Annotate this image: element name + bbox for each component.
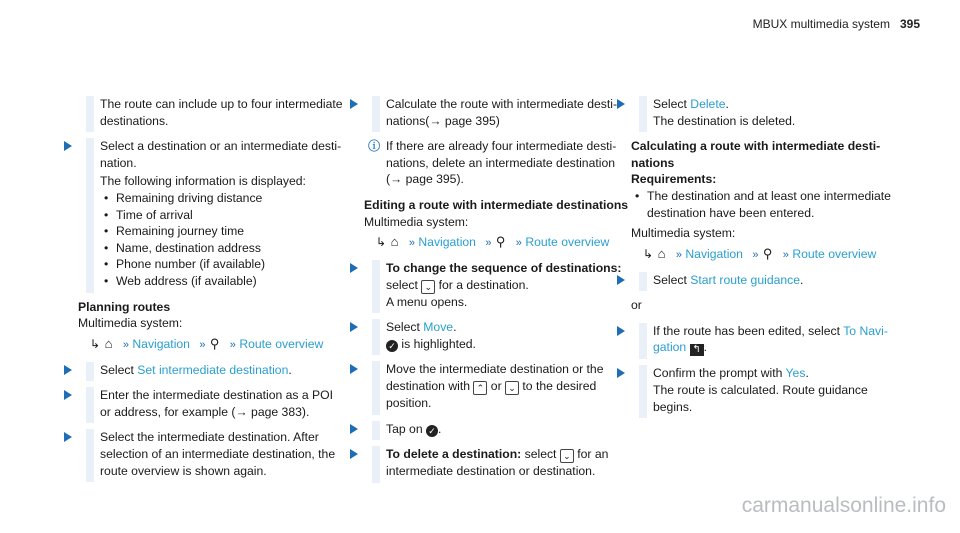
step-arrow-icon — [617, 368, 625, 378]
yes-link[interactable]: Yes — [785, 366, 806, 381]
step-text: select — [524, 447, 557, 462]
path-navigation-link[interactable]: Navigation — [132, 336, 190, 351]
step-text: Tap on — [386, 421, 423, 436]
step-text: Move the intermediate destination or the destination with — [386, 362, 604, 394]
chevron-icon: » — [485, 237, 489, 250]
step-arrow-icon — [617, 99, 625, 109]
delete-link[interactable]: Delete — [690, 97, 726, 111]
route-icon: ⚲ — [209, 335, 220, 351]
info-icon: ⓘ — [368, 139, 381, 154]
step-text: Select the intermediate destination. After selection of an intermediate destination, the route overview is shown again. — [100, 430, 336, 478]
route-icon: ⚲ — [762, 245, 773, 261]
list-item: • Remaining journey time — [100, 223, 346, 240]
multimedia-label: Multimedia system: — [364, 214, 469, 229]
intro-block — [78, 96, 346, 129]
column-1 — [78, 96, 346, 488]
step-text: is highlighted. — [401, 336, 476, 351]
step-arrow-icon — [350, 364, 358, 374]
step-text: select — [386, 277, 418, 292]
list-item: • The destination and at least one intermediate destination have been entered. — [631, 188, 899, 221]
menu-path — [631, 245, 899, 263]
step-enter-intermediate — [78, 387, 346, 420]
requirements-list — [631, 188, 899, 221]
column-2 — [364, 96, 632, 489]
step-confirm-yes: Confirm the prompt with Yes. The route is calculated. Route guidance begins. — [631, 365, 899, 415]
multimedia-label: Multimedia system: — [631, 226, 736, 241]
move-link[interactable]: Move — [423, 320, 454, 335]
list-item: • Remaining driving distance — [100, 190, 346, 207]
calculating-route-section — [631, 138, 899, 263]
step-title: To delete a destination: — [386, 447, 522, 462]
chevron-icon: » — [229, 338, 233, 351]
multimedia-label: Multimedia system: — [78, 316, 183, 331]
chevron-icon: » — [408, 237, 412, 250]
step-arrow-icon — [350, 263, 358, 273]
path-navigation-link[interactable]: Navigation — [418, 235, 476, 250]
step-arrow-icon — [617, 275, 625, 285]
back-icon[interactable]: ↰ — [690, 344, 704, 356]
chevron-up-icon[interactable]: ⌃ — [473, 381, 487, 395]
page-number: 395 — [899, 17, 920, 31]
page-header — [753, 16, 920, 32]
step-text: Select a destination or an intermediate destination. — [100, 139, 342, 170]
step-arrow-icon — [64, 390, 72, 400]
step-text: Confirm the prompt with — [653, 366, 783, 381]
editing-route-section — [364, 197, 632, 251]
list-item: • Phone number (if available) — [100, 256, 346, 273]
chevron-down-icon[interactable]: ⌄ — [505, 381, 519, 395]
start-route-guidance-link[interactable]: Start route guidance — [690, 272, 801, 287]
chevron-icon: » — [122, 338, 126, 351]
chevron-icon: » — [675, 248, 679, 261]
info-note — [364, 138, 632, 188]
check-icon: ✓ — [386, 340, 398, 352]
home-icon: ⌂ — [104, 335, 113, 351]
step-text: The destination is deleted. — [653, 113, 796, 128]
step-arrow-icon — [64, 432, 72, 442]
step-select-move: Select Move. ✓ is highlighted. — [364, 319, 632, 352]
step-tap-confirm: Tap on ✓ . — [364, 421, 632, 438]
note-text: If there are already four intermediate destinations, delete an intermediate destination (→ page 395). — [386, 139, 617, 187]
step-arrow-icon — [350, 449, 358, 459]
chevron-icon: » — [782, 248, 786, 261]
menu-icon[interactable]: ⌄ — [560, 449, 574, 463]
chevron-icon: » — [752, 248, 756, 261]
home-icon: ⌂ — [390, 234, 399, 250]
planning-routes-section — [78, 299, 346, 353]
step-text: or — [490, 379, 502, 394]
step-text: for a destination. — [438, 277, 529, 292]
step-text: If the route has been edited, select — [653, 323, 841, 338]
step-change-sequence — [364, 260, 632, 310]
step-title: To change the sequence of destinations: — [386, 261, 622, 276]
section-heading: Calculating a route with intermediate destinations — [631, 139, 881, 170]
set-intermediate-destination-link[interactable]: Set intermediate destination — [137, 362, 289, 377]
to-navigation-link[interactable]: To Navigation — [653, 323, 888, 355]
header-title: MBUX multimedia system — [752, 17, 890, 31]
enter-arrow-icon: ↳ — [90, 336, 101, 351]
chevron-icon: » — [515, 237, 519, 250]
menu-path — [78, 335, 346, 353]
section-heading: Editing a route with intermediate destinations — [364, 197, 629, 212]
step-arrow-icon — [350, 424, 358, 434]
step-text: A menu opens. — [386, 294, 468, 309]
intro-text: The route can include up to four intermediate destinations. — [100, 97, 343, 128]
step-text: for an intermediate destination or destination. — [386, 447, 609, 479]
step-text: Calculate the route with intermediate destinations(→ page 395) — [386, 97, 618, 128]
step-arrow-icon — [350, 322, 358, 332]
watermark: carmanualsonline.info — [741, 494, 946, 518]
list-item: • Name, destination address — [100, 240, 346, 257]
step-text: Select — [386, 320, 420, 335]
info-list — [100, 190, 346, 290]
step-delete-destination — [364, 446, 632, 480]
step-text: Enter the intermediate destination as a POI or address, for example (→ page 383). — [100, 388, 334, 419]
step-arrow-icon — [617, 326, 625, 336]
step-set-intermediate: Select Set intermediate destination. — [78, 362, 346, 379]
enter-arrow-icon: ↳ — [643, 246, 654, 261]
step-move-destination — [364, 361, 632, 411]
menu-path — [364, 233, 632, 251]
enter-arrow-icon: ↳ — [376, 235, 387, 250]
list-item: • Time of arrival — [100, 207, 346, 224]
route-icon: ⚲ — [495, 234, 506, 250]
step-text: Select — [653, 97, 687, 111]
menu-icon[interactable]: ⌄ — [421, 280, 435, 294]
step-text: The route is calculated. Route guidance begins. — [653, 383, 868, 414]
list-item: • Web address (if available) — [100, 273, 346, 290]
step-select-intermediate — [78, 429, 346, 479]
step-select-delete: Select Delete. The destination is deleted. — [631, 96, 899, 129]
path-navigation-link[interactable]: Navigation — [685, 246, 743, 261]
step-text: Select — [100, 362, 134, 377]
path-route-overview-link[interactable]: Route overview — [525, 235, 610, 250]
requirements-label: Requirements: — [631, 172, 717, 187]
chevron-icon: » — [199, 338, 203, 351]
step-arrow-icon — [350, 99, 358, 109]
step-text: Select — [653, 272, 687, 287]
step-calculate — [364, 96, 632, 129]
or-label: or — [631, 298, 642, 313]
step-select-destination — [78, 138, 346, 289]
step-arrow-icon — [64, 365, 72, 375]
step-to-navigation: If the route has been edited, select To Navigation ↰ . — [631, 323, 899, 357]
column-3 — [631, 96, 899, 424]
path-route-overview-link[interactable]: Route overview — [792, 246, 877, 261]
step-subtext: The following information is displayed: — [100, 174, 306, 189]
section-heading: Planning routes — [78, 299, 171, 314]
step-start-guidance: Select Start route guidance. — [631, 272, 899, 289]
step-text: to the desired position. — [386, 379, 597, 411]
step-arrow-icon — [64, 141, 72, 151]
path-route-overview-link[interactable]: Route overview — [239, 336, 324, 351]
home-icon: ⌂ — [657, 245, 666, 261]
check-icon[interactable]: ✓ — [426, 425, 438, 437]
